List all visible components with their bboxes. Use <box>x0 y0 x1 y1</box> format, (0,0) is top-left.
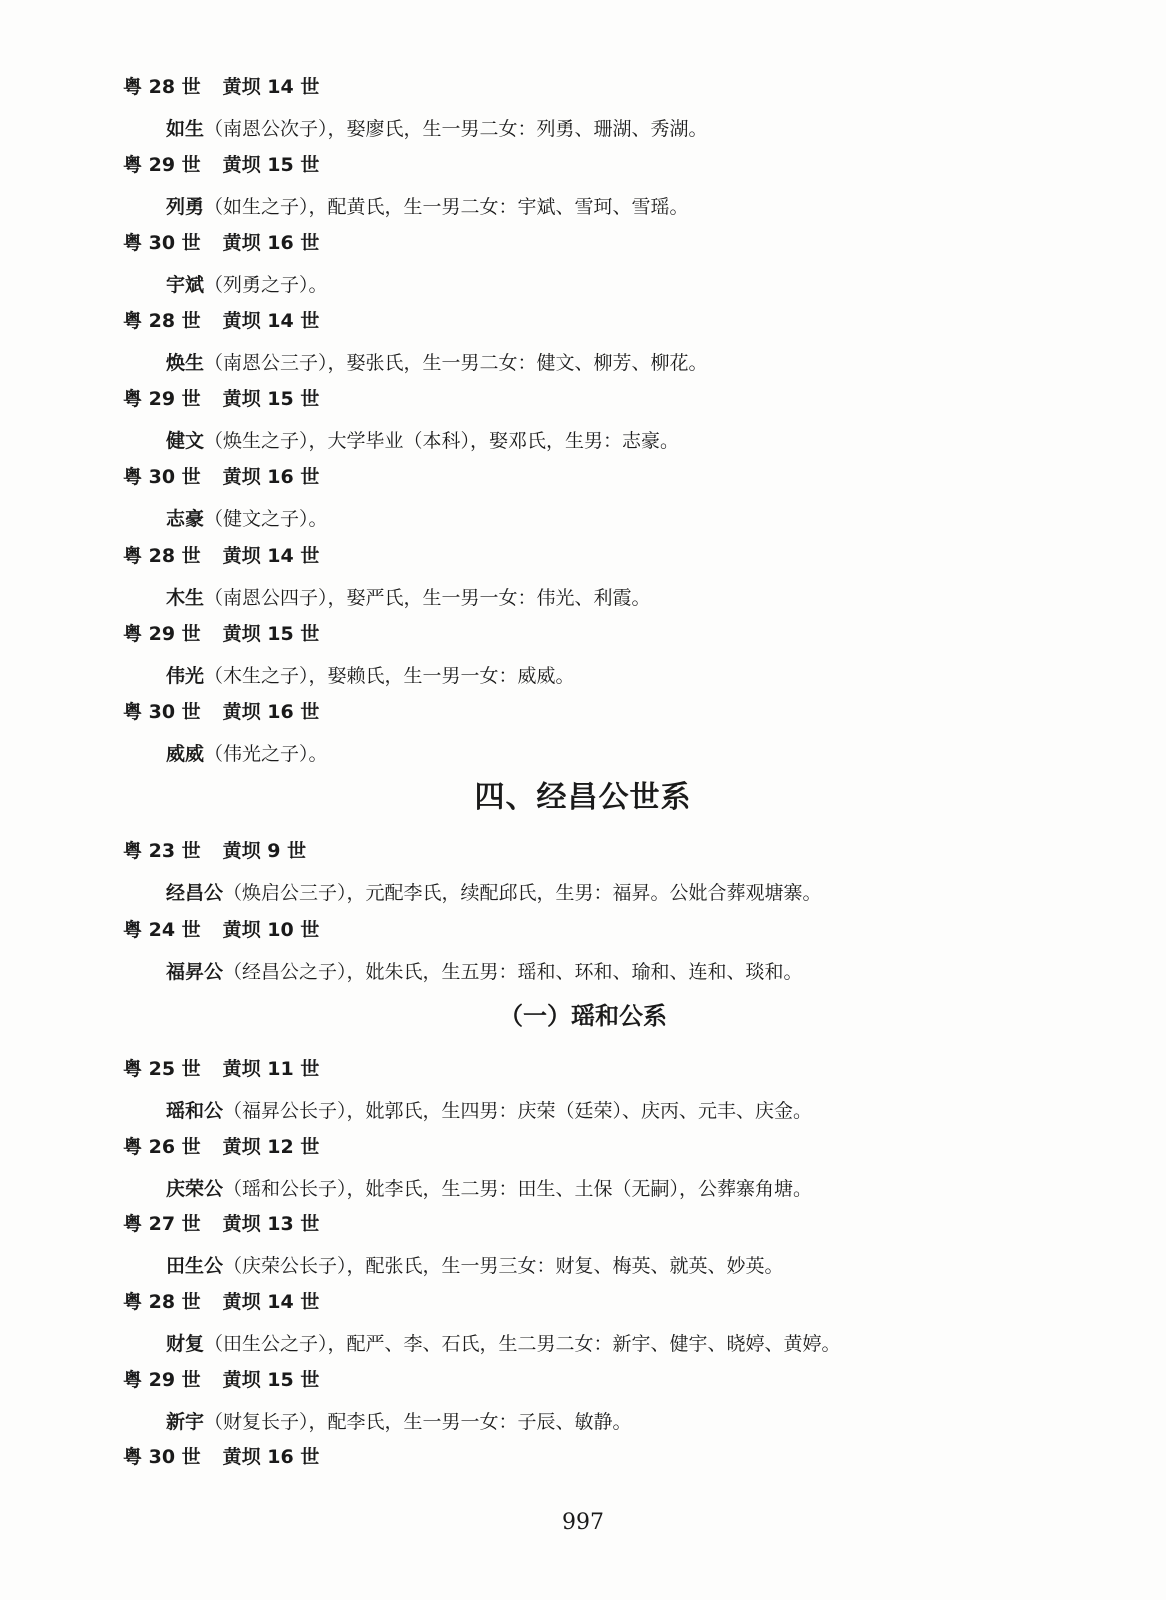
section-title: 四、经昌公世系 <box>474 780 692 815</box>
page-number: 997 <box>562 1510 604 1535</box>
generation-heading: 粤 25 世 黄坝 11 世 <box>123 1058 320 1080</box>
genealogy-entry: 健文（焕生之子），大学毕业（本科），娶邓氏，生男：志豪。 <box>166 430 680 452</box>
genealogy-entry: 瑶和公（福昇公长子），妣郭氏，生四男：庆荣（廷荣）、庆丙、元丰、庆金。 <box>166 1100 813 1122</box>
genealogy-entry: 列勇（如生之子），配黄氏，生一男二女：宇斌、雪珂、雪瑶。 <box>166 196 689 218</box>
generation-heading: 粤 27 世 黄坝 13 世 <box>123 1213 320 1235</box>
genealogy-entry: 威威（伟光之子）。 <box>166 743 328 765</box>
genealogy-entry: 新宇（财复长子），配李氏，生一男一女：子辰、敏静。 <box>166 1411 632 1433</box>
genealogy-entry: 木生（南恩公四子），娶严氏，生一男一女：伟光、利霞。 <box>166 587 651 609</box>
subsection-title: （一）瑶和公系 <box>499 1002 667 1030</box>
genealogy-entry: 经昌公（焕启公三子），元配李氏，续配邱氏，生男：福昇。公妣合葬观塘寨。 <box>166 882 822 904</box>
genealogy-entry: 如生（南恩公次子），娶廖氏，生一男二女：列勇、珊湖、秀湖。 <box>166 118 708 140</box>
generation-heading: 粤 28 世 黄坝 14 世 <box>123 545 320 567</box>
genealogy-entry: 焕生（南恩公三子），娶张氏，生一男二女：健文、柳芳、柳花。 <box>166 352 708 374</box>
generation-heading: 粤 29 世 黄坝 15 世 <box>123 388 320 410</box>
generation-heading: 粤 30 世 黄坝 16 世 <box>123 701 320 723</box>
generation-heading: 粤 29 世 黄坝 15 世 <box>123 154 320 176</box>
generation-heading: 粤 30 世 黄坝 16 世 <box>123 1446 320 1468</box>
generation-heading: 粤 23 世 黄坝 9 世 <box>123 840 307 862</box>
generation-heading: 粤 29 世 黄坝 15 世 <box>123 623 320 645</box>
generation-heading: 粤 28 世 黄坝 14 世 <box>123 76 320 98</box>
genealogy-entry: 田生公（庆荣公长子），配张氏，生一男三女：财复、梅英、就英、妙英。 <box>166 1255 784 1277</box>
generation-heading: 粤 30 世 黄坝 16 世 <box>123 232 320 254</box>
generation-heading: 粤 28 世 黄坝 14 世 <box>123 310 320 332</box>
generation-heading: 粤 30 世 黄坝 16 世 <box>123 466 320 488</box>
genealogy-entry: 庆荣公（瑶和公长子），妣李氏，生二男：田生、土保（无嗣），公葬寨角塘。 <box>166 1178 813 1200</box>
genealogy-entry: 福昇公（经昌公之子），妣朱氏，生五男：瑶和、环和、瑜和、连和、琰和。 <box>166 961 803 983</box>
generation-heading: 粤 28 世 黄坝 14 世 <box>123 1291 320 1313</box>
genealogy-entry: 志豪（健文之子）。 <box>166 508 328 530</box>
genealogy-entry: 伟光（木生之子），娶赖氏，生一男一女：威威。 <box>166 665 575 687</box>
generation-heading: 粤 24 世 黄坝 10 世 <box>123 919 320 941</box>
generation-heading: 粤 26 世 黄坝 12 世 <box>123 1136 320 1158</box>
genealogy-entry: 宇斌（列勇之子）。 <box>166 274 328 296</box>
genealogy-entry: 财复（田生公之子），配严、李、石氏，生二男二女：新宇、健宇、晓婷、黄婷。 <box>166 1333 841 1355</box>
generation-heading: 粤 29 世 黄坝 15 世 <box>123 1369 320 1391</box>
